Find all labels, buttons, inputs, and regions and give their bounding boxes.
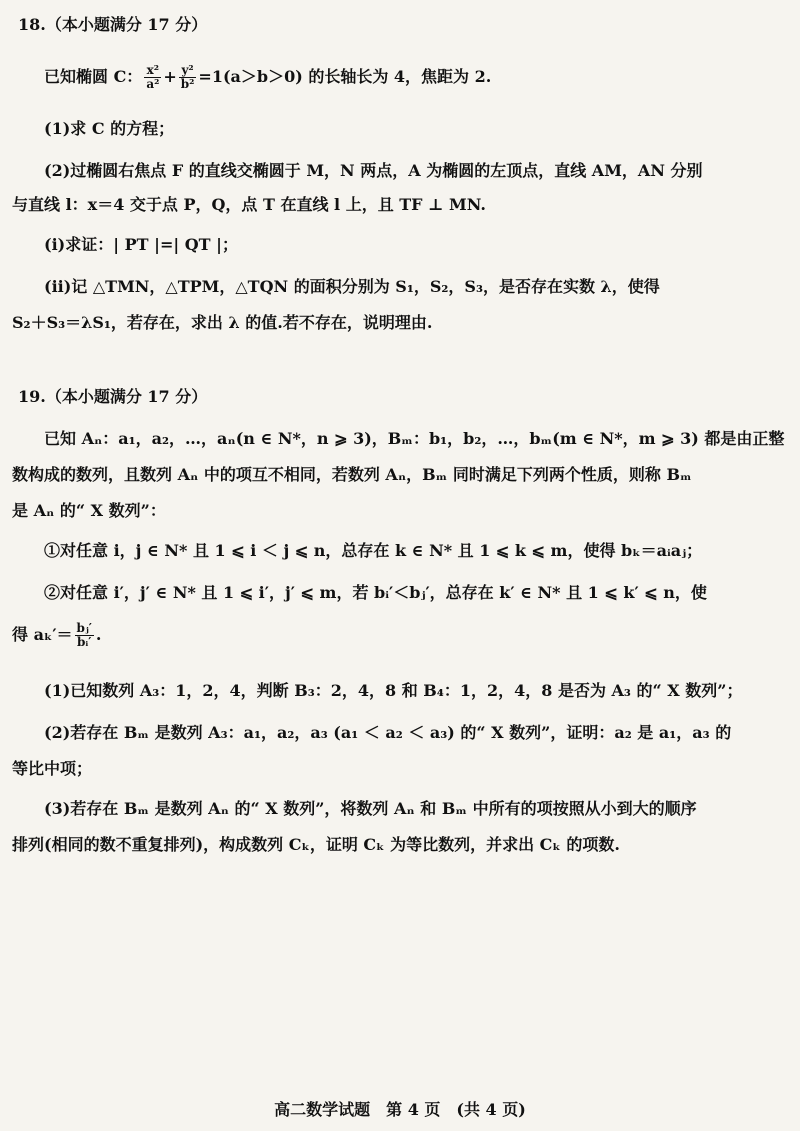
q18-frac-y-num: y² [179, 64, 197, 78]
q19-part3-line1: (3)若存在 Bₘ 是数列 Aₙ 的“ X 数列”，将数列 Aₙ 和 Bₘ 中所有的项按照从小到大的顺序 [44, 799, 697, 818]
q18-part1: (1)求 C 的方程； [44, 119, 175, 138]
q18-frac-x-den: a² [146, 77, 160, 91]
q18-stem-pre: 已知椭圆 C： [44, 67, 143, 86]
q19-part1: (1)已知数列 A₃：1，2，4，判断 B₃：2，4，8 和 B₄：1，2，4，8 是否为 A₃ 的“ X 数列”； [44, 681, 743, 700]
q19-stem-line1: 已知 Aₙ：a₁，a₂，…，aₙ(n ∈ N*，n ⩾ 3)，Bₘ：b₁，b₂，…，bₘ(m ∈ N*，m ⩾ 3) 都是由正整 [44, 429, 785, 448]
q18-frac-y [179, 64, 197, 91]
q19-prop2-post: . [95, 625, 102, 644]
q18-frac-y-den: b² [180, 77, 195, 91]
q19-stem-line2: 数构成的数列，且数列 Aₙ 中的项互不相同，若数列 Aₙ，Bₘ 同时满足下列两个性质，则称 Bₘ [12, 465, 692, 484]
q18-frac-x [144, 64, 161, 91]
q19-part2-line1: (2)若存在 Bₘ 是数列 A₃：a₁，a₂，a₃ (a₁ ＜ a₂ ＜ a₃) 的“ X 数列”，证明：a₂ 是 a₁，a₃ 的 [44, 723, 732, 742]
q19-prop2-frac [75, 622, 94, 649]
q18-part2-ii-line2: S₂＋S₃＝λS₁，若存在，求出 λ 的值.若不存在，说明理由. [12, 313, 433, 332]
q19-prop2-den: bᵢ′ [76, 635, 92, 649]
q19-stem-line3: 是 Aₙ 的“ X 数列”： [12, 501, 166, 520]
page-footer: 高二数学试题 第 4 页 (共 4 页) [274, 1100, 526, 1119]
q19-heading: 19.（本小题满分 17 分） [18, 387, 208, 406]
q18-part2-ii-line1: (ii)记 △TMN，△TPM，△TQN 的面积分别为 S₁，S₂，S₃，是否存在实数 λ，使得 [44, 277, 660, 296]
q18-part2-i: (i)求证：| PT |=| QT |； [44, 235, 238, 254]
q18-part2-line2: 与直线 l：x＝4 交于点 P，Q，点 T 在直线 l 上，且 TF ⊥ MN. [12, 195, 486, 214]
q18-stem [44, 64, 491, 91]
q19-property-1: ①对任意 i，j ∈ N* 且 1 ⩽ i ＜ j ⩽ n，总存在 k ∈ N* 且 1 ⩽ k ⩽ m，使得 bₖ＝aᵢaⱼ； [44, 541, 703, 560]
q19-property-2-line1: ②对任意 i′，j′ ∈ N* 且 1 ⩽ i′，j′ ⩽ m，若 bᵢ′＜bⱼ′，总存在 k′ ∈ N* 且 1 ⩽ k′ ⩽ n，使 [44, 583, 707, 602]
q19-prop2-num: bⱼ′ [76, 621, 92, 635]
q18-plus: + [163, 67, 177, 86]
q19-part2-line2: 等比中项； [12, 759, 93, 778]
q18-part2-line1: (2)过椭圆右焦点 F 的直线交椭圆于 M，N 两点，A 为椭圆的左顶点，直线 AM，AN 分别 [44, 161, 703, 180]
q18-stem-post: =1(a＞b＞0) 的长轴长为 4，焦距为 2. [198, 67, 492, 86]
q18-heading: 18.（本小题满分 17 分） [18, 15, 208, 34]
q19-part3-line2: 排列(相同的数不重复排列)，构成数列 Cₖ，证明 Cₖ 为等比数列，并求出 Cₖ 的项数. [12, 835, 620, 854]
q19-property-2-line2 [12, 622, 101, 649]
q19-prop2-pre: 得 aₖ′＝ [12, 625, 73, 644]
q18-frac-x-num: x² [144, 64, 161, 78]
